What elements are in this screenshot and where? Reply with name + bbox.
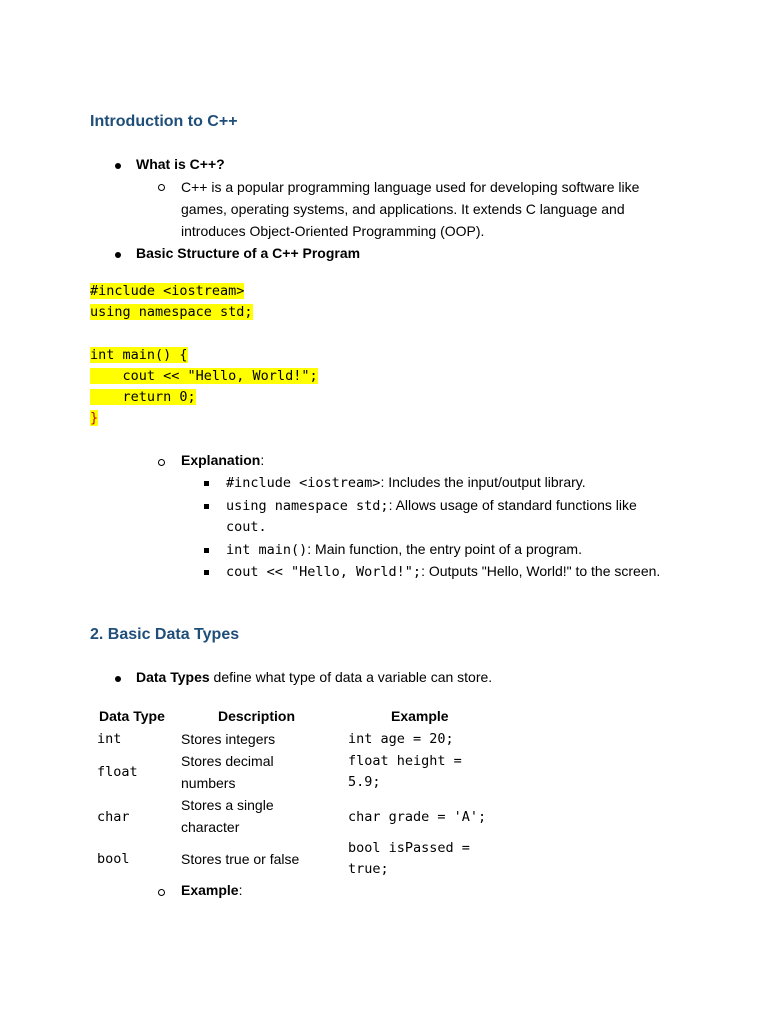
bullet-square <box>204 570 209 575</box>
bullet-square <box>204 504 209 509</box>
explanation-item: int main(): Main function, the entry point of a program. <box>226 541 582 558</box>
table-cell-type: float <box>97 764 138 780</box>
example-title: Example: <box>181 882 243 898</box>
table-cell-example: bool isPassed = true; <box>348 840 470 877</box>
code-line: return 0; <box>90 389 196 405</box>
body-line: games, operating systems, and applications. It extends C language and <box>181 201 625 217</box>
body-line: C++ is a popular programming language used for developing software like <box>181 179 640 195</box>
code-line: using namespace std; <box>90 304 253 320</box>
bullet-dot <box>115 163 121 169</box>
bullet-square <box>204 481 209 486</box>
code-line: int main() { <box>90 347 188 363</box>
item-what-body <box>181 176 639 242</box>
table-cell-desc: Stores integers <box>181 731 276 747</box>
table-cell-example: float height = 5.9; <box>348 753 462 790</box>
item-what-title: What is C++? <box>136 156 225 172</box>
code-line: cout << "Hello, World!"; <box>90 368 318 384</box>
table-cell-type: bool <box>97 851 130 867</box>
code-line: #include <iostream> <box>90 283 245 299</box>
table-header-cell: Example <box>391 708 449 724</box>
table-cell-desc: Stores decimal numbers <box>181 753 274 791</box>
explanation-item: using namespace std;: Allows usage of standard functions like <box>226 497 637 514</box>
table-cell-desc: Stores true or false <box>181 851 300 867</box>
table-cell-example: char grade = 'A'; <box>348 809 487 825</box>
explanation-item: cout << "Hello, World!";: Outputs "Hello, World!" to the screen. <box>226 563 661 580</box>
explanation-title: Explanation: <box>181 452 265 468</box>
heading-introduction: Introduction to C++ <box>90 113 238 130</box>
bullet-circle <box>158 889 165 896</box>
table-cell-type: int <box>97 731 122 747</box>
explanation-item: #include <iostream>: Includes the input/output library. <box>226 474 586 491</box>
explanation-item-continued: cout. <box>226 519 267 535</box>
table-cell-desc: Stores a single character <box>181 797 274 835</box>
bullet-square <box>204 548 209 553</box>
item-structure-title: Basic Structure of a C++ Program <box>136 245 361 261</box>
table-header-cell: Description <box>218 708 296 724</box>
bullet-dot <box>115 252 121 258</box>
data-types-item: Data Types define what type of data a variable can store. <box>136 669 493 685</box>
bullet-dot <box>115 676 121 682</box>
heading-basic-data-types: 2. Basic Data Types <box>90 626 240 643</box>
table-header-cell: Data Type <box>99 708 165 724</box>
table-cell-example: int age = 20; <box>348 731 454 747</box>
table-cell-type: char <box>97 809 130 825</box>
code-line: } <box>90 410 99 426</box>
bullet-circle <box>158 184 165 191</box>
bullet-circle <box>158 459 165 466</box>
body-line: introduces Object-Oriented Programming (OOP). <box>181 223 485 239</box>
